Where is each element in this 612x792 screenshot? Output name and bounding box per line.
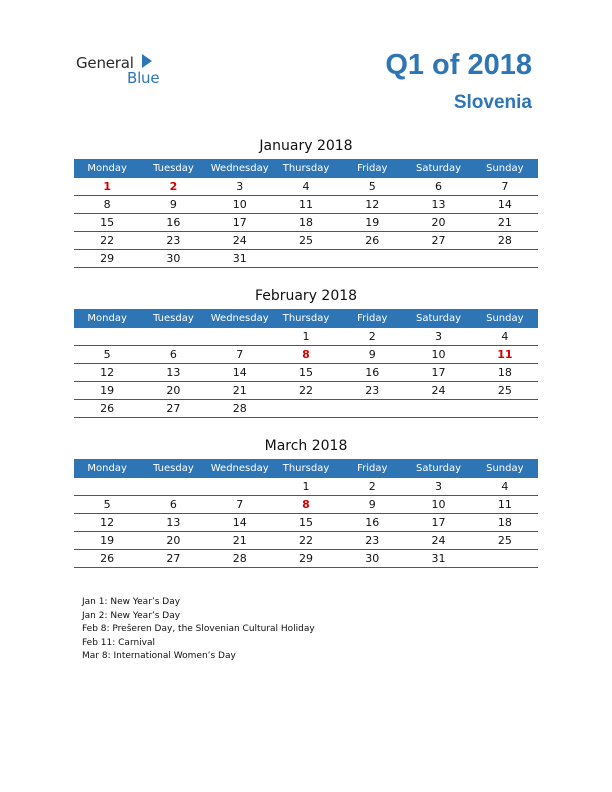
weekday-header: Wednesday <box>207 459 273 478</box>
week-row <box>74 514 538 532</box>
weekday-header: Wednesday <box>207 159 273 178</box>
day-cell: 17 <box>405 514 471 532</box>
month-title: January 2018 <box>259 138 353 154</box>
day-cell: 30 <box>140 250 206 268</box>
day-cell: 13 <box>405 196 471 214</box>
month-title: February 2018 <box>254 288 358 304</box>
day-cell: 27 <box>140 400 206 418</box>
day-cell: 5 <box>74 496 140 514</box>
day-cell <box>472 400 538 418</box>
day-cell: 4 <box>273 178 339 196</box>
day-cell: 12 <box>74 514 140 532</box>
week-row <box>74 496 538 514</box>
day-cell <box>140 478 206 496</box>
day-cell: 29 <box>273 550 339 568</box>
week-row <box>74 400 538 418</box>
day-cell <box>207 478 273 496</box>
day-cell: 2 <box>140 178 206 196</box>
day-cell <box>472 550 538 568</box>
weekday-header: Thursday <box>273 459 339 478</box>
week-row <box>74 478 538 496</box>
day-cell: 3 <box>207 178 273 196</box>
day-cell: 9 <box>339 496 405 514</box>
day-cell: 14 <box>472 196 538 214</box>
day-cell: 21 <box>207 382 273 400</box>
day-cell <box>339 250 405 268</box>
week-row <box>74 196 538 214</box>
day-cell: 8 <box>74 196 140 214</box>
day-cell: 26 <box>74 550 140 568</box>
week-row <box>74 346 538 364</box>
day-cell: 10 <box>405 496 471 514</box>
holiday-notes <box>82 596 315 664</box>
day-cell <box>74 478 140 496</box>
weekday-header: Saturday <box>405 459 471 478</box>
day-cell: 16 <box>339 364 405 382</box>
day-cell: 23 <box>339 532 405 550</box>
day-cell: 16 <box>339 514 405 532</box>
weekday-header: Tuesday <box>140 309 206 328</box>
day-cell <box>405 400 471 418</box>
day-cell: 26 <box>339 232 405 250</box>
day-cell: 4 <box>472 328 538 346</box>
day-cell: 1 <box>273 328 339 346</box>
weekday-header-row <box>74 309 538 328</box>
day-cell: 21 <box>472 214 538 232</box>
day-cell: 28 <box>207 400 273 418</box>
day-cell: 18 <box>273 214 339 232</box>
day-cell: 12 <box>339 196 405 214</box>
day-cell: 20 <box>405 214 471 232</box>
day-cell: 7 <box>207 346 273 364</box>
day-cell: 1 <box>273 478 339 496</box>
week-row <box>74 328 538 346</box>
day-cell: 18 <box>472 364 538 382</box>
month-title: March 2018 <box>264 438 348 454</box>
day-cell: 10 <box>405 346 471 364</box>
day-cell: 27 <box>405 232 471 250</box>
month-february <box>74 287 538 418</box>
day-cell <box>74 328 140 346</box>
weekday-header: Monday <box>74 309 140 328</box>
weekday-header: Thursday <box>273 309 339 328</box>
generalblue-logo <box>76 54 176 88</box>
day-cell: 22 <box>273 532 339 550</box>
day-cell: 11 <box>472 346 538 364</box>
day-cell <box>207 328 273 346</box>
weekday-header: Friday <box>339 309 405 328</box>
day-cell: 7 <box>472 178 538 196</box>
page-title: Q1 of 2018 <box>385 49 532 81</box>
weekday-header: Sunday <box>472 159 538 178</box>
day-cell: 14 <box>207 514 273 532</box>
day-cell: 25 <box>472 382 538 400</box>
day-cell: 25 <box>472 532 538 550</box>
day-cell: 23 <box>339 382 405 400</box>
calendar-grid <box>74 159 538 268</box>
day-cell: 31 <box>405 550 471 568</box>
day-cell: 10 <box>207 196 273 214</box>
day-cell <box>273 400 339 418</box>
week-row <box>74 178 538 196</box>
day-cell: 19 <box>339 214 405 232</box>
day-cell: 19 <box>74 532 140 550</box>
weekday-header: Tuesday <box>140 159 206 178</box>
day-cell: 3 <box>405 478 471 496</box>
day-cell: 5 <box>339 178 405 196</box>
weekday-header: Wednesday <box>207 309 273 328</box>
day-cell: 14 <box>207 364 273 382</box>
logo-flag-icon <box>142 54 152 68</box>
week-row <box>74 382 538 400</box>
country-subtitle: Slovenia <box>453 92 532 113</box>
day-cell: 6 <box>140 346 206 364</box>
weekday-header: Monday <box>74 459 140 478</box>
day-cell: 2 <box>339 328 405 346</box>
day-cell: 24 <box>405 532 471 550</box>
weekday-header-row <box>74 159 538 178</box>
weekday-header: Sunday <box>472 309 538 328</box>
day-cell: 31 <box>207 250 273 268</box>
day-cell: 17 <box>405 364 471 382</box>
weekday-header: Saturday <box>405 309 471 328</box>
holiday-note: Feb 8: Prešeren Day, the Slovenian Cultural Holiday <box>82 624 315 634</box>
calendar-grid <box>74 459 538 568</box>
day-cell: 9 <box>339 346 405 364</box>
day-cell: 8 <box>273 346 339 364</box>
day-cell: 5 <box>74 346 140 364</box>
day-cell <box>273 250 339 268</box>
day-cell: 6 <box>140 496 206 514</box>
day-cell: 4 <box>472 478 538 496</box>
week-row <box>74 214 538 232</box>
day-cell: 21 <box>207 532 273 550</box>
day-cell: 27 <box>140 550 206 568</box>
day-cell: 8 <box>273 496 339 514</box>
calendar-grid <box>74 309 538 418</box>
day-cell: 30 <box>339 550 405 568</box>
day-cell: 15 <box>273 364 339 382</box>
week-row <box>74 532 538 550</box>
weekday-header: Friday <box>339 159 405 178</box>
weekday-header-row <box>74 459 538 478</box>
day-cell: 26 <box>74 400 140 418</box>
day-cell: 20 <box>140 532 206 550</box>
day-cell: 20 <box>140 382 206 400</box>
day-cell: 2 <box>339 478 405 496</box>
weekday-header: Friday <box>339 459 405 478</box>
month-january <box>74 137 538 268</box>
weekday-header: Thursday <box>273 159 339 178</box>
day-cell: 17 <box>207 214 273 232</box>
day-cell: 15 <box>74 214 140 232</box>
day-cell: 23 <box>140 232 206 250</box>
day-cell: 19 <box>74 382 140 400</box>
day-cell: 12 <box>74 364 140 382</box>
holiday-note: Feb 11: Carnival <box>82 637 156 648</box>
day-cell: 11 <box>273 196 339 214</box>
day-cell <box>140 328 206 346</box>
day-cell: 22 <box>273 382 339 400</box>
day-cell: 24 <box>207 232 273 250</box>
day-cell: 13 <box>140 514 206 532</box>
weekday-header: Saturday <box>405 159 471 178</box>
weekday-header: Sunday <box>472 459 538 478</box>
day-cell: 28 <box>472 232 538 250</box>
month-march <box>74 437 538 568</box>
day-cell: 25 <box>273 232 339 250</box>
week-row <box>74 364 538 382</box>
day-cell: 22 <box>74 232 140 250</box>
day-cell: 18 <box>472 514 538 532</box>
day-cell: 6 <box>405 178 471 196</box>
day-cell: 3 <box>405 328 471 346</box>
holiday-note: Jan 1: New Year’s Day <box>82 597 181 607</box>
day-cell: 29 <box>74 250 140 268</box>
day-cell <box>339 400 405 418</box>
day-cell: 1 <box>74 178 140 196</box>
week-row <box>74 550 538 568</box>
day-cell: 16 <box>140 214 206 232</box>
holiday-note: Mar 8: International Women’s Day <box>82 651 236 661</box>
logo-blue-text: Blue <box>127 69 160 87</box>
holiday-note: Jan 2: New Year’s Day <box>82 610 181 621</box>
day-cell <box>405 250 471 268</box>
week-row <box>74 250 538 268</box>
day-cell: 9 <box>140 196 206 214</box>
day-cell: 7 <box>207 496 273 514</box>
day-cell: 15 <box>273 514 339 532</box>
logo-general-text: General <box>76 54 134 72</box>
weekday-header: Tuesday <box>140 459 206 478</box>
day-cell: 11 <box>472 496 538 514</box>
day-cell: 13 <box>140 364 206 382</box>
day-cell: 24 <box>405 382 471 400</box>
week-row <box>74 232 538 250</box>
day-cell: 28 <box>207 550 273 568</box>
weekday-header: Monday <box>74 159 140 178</box>
day-cell <box>472 250 538 268</box>
